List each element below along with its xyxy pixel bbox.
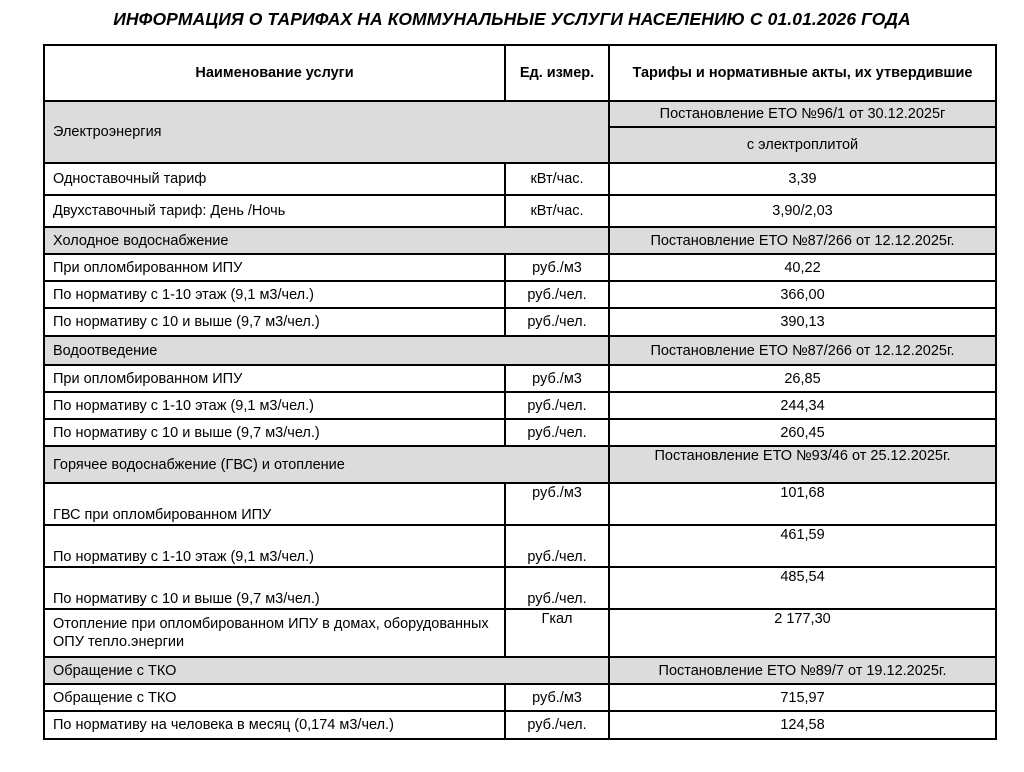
row-unit: руб./чел. — [505, 281, 609, 308]
row-name: Обращение с ТКО — [44, 684, 505, 711]
table-header-row — [44, 45, 996, 101]
row-name: ГВС при опломбированном ИПУ — [44, 483, 505, 525]
row-unit: руб./м3 — [505, 365, 609, 392]
row-unit: руб./чел. — [505, 308, 609, 336]
section-electricity — [44, 101, 996, 127]
header-service: Наименование услуги — [44, 45, 505, 101]
row-name: Одноставочный тариф — [44, 163, 505, 195]
row-value: 366,00 — [609, 281, 996, 308]
row-name: По нормативу с 1-10 этаж (9,1 м3/чел.) — [44, 525, 505, 567]
row-value: 461,59 — [609, 525, 996, 567]
row-unit: руб./чел. — [505, 419, 609, 446]
row-unit: кВт/час. — [505, 163, 609, 195]
row-name: По нормативу с 1-10 этаж (9,1 м3/чел.) — [44, 392, 505, 419]
row-value: 244,34 — [609, 392, 996, 419]
row-value: 260,45 — [609, 419, 996, 446]
section-name: Обращение с ТКО — [44, 657, 609, 684]
row-name: При опломбированном ИПУ — [44, 254, 505, 281]
row-unit: руб./чел. — [505, 392, 609, 419]
section-act: Постановление ЕТО №93/46 от 25.12.2025г. — [609, 446, 996, 483]
row-name: Отопление при опломбированном ИПУ в домах, оборудованных ОПУ тепло.энергии — [44, 609, 505, 657]
row-name: По нормативу с 1-10 этаж (9,1 м3/чел.) — [44, 281, 505, 308]
row-value: 101,68 — [609, 483, 996, 525]
row-unit: руб./м3 — [505, 254, 609, 281]
row-name: При опломбированном ИПУ — [44, 365, 505, 392]
section-waste — [44, 657, 996, 684]
row-unit: руб./чел. — [505, 711, 609, 739]
row-value: 3,90/2,03 — [609, 195, 996, 227]
section-sewage — [44, 336, 996, 365]
table-row — [44, 567, 996, 609]
row-name: По нормативу с 10 и выше (9,7 м3/чел.) — [44, 308, 505, 336]
row-value: 3,39 — [609, 163, 996, 195]
row-name: По нормативу с 10 и выше (9,7 м3/чел.) — [44, 567, 505, 609]
section-act: Постановление ЕТО №89/7 от 19.12.2025г. — [609, 657, 996, 684]
header-unit: Ед. измер. — [505, 45, 609, 101]
row-value: 2 177,30 — [609, 609, 996, 657]
section-hot-water — [44, 446, 996, 483]
section-act: Постановление ЕТО №87/266 от 12.12.2025г. — [609, 227, 996, 254]
table-row — [44, 525, 996, 567]
table-row — [44, 392, 996, 419]
row-value: 40,22 — [609, 254, 996, 281]
table-row — [44, 609, 996, 657]
table-row — [44, 684, 996, 711]
page-title: ИНФОРМАЦИЯ О ТАРИФАХ НА КОММУНАЛЬНЫЕ УСЛУГИ НАСЕЛЕНИЮ С 01.01.2026 ГОДА — [113, 9, 911, 29]
row-unit: Гкал — [505, 609, 609, 657]
section-act: Постановление ЕТО №96/1 от 30.12.2025г — [609, 101, 996, 127]
row-unit: руб./м3 — [505, 483, 609, 525]
row-name: По нормативу с 10 и выше (9,7 м3/чел.) — [44, 419, 505, 446]
row-value: 715,97 — [609, 684, 996, 711]
section-subheader: с электроплитой — [609, 127, 996, 163]
section-act: Постановление ЕТО №87/266 от 12.12.2025г. — [609, 336, 996, 365]
table-row — [44, 281, 996, 308]
section-name: Горячее водоснабжение (ГВС) и отопление — [44, 446, 609, 483]
table-row — [44, 308, 996, 336]
section-name: Электроэнергия — [44, 101, 609, 163]
row-value: 124,58 — [609, 711, 996, 739]
row-value: 485,54 — [609, 567, 996, 609]
section-cold-water — [44, 227, 996, 254]
header-tariff: Тарифы и нормативные акты, их утвердившие — [609, 45, 996, 101]
row-unit: кВт/час. — [505, 195, 609, 227]
table-row — [44, 419, 996, 446]
table-row — [44, 195, 996, 227]
row-unit: руб./чел. — [505, 525, 609, 567]
table-row — [44, 163, 996, 195]
row-name: По нормативу на человека в месяц (0,174 м3/чел.) — [44, 711, 505, 739]
section-name: Холодное водоснабжение — [44, 227, 609, 254]
row-unit: руб./м3 — [505, 684, 609, 711]
table-row — [44, 254, 996, 281]
table-row — [44, 365, 996, 392]
row-value: 390,13 — [609, 308, 996, 336]
row-name: Двухставочный тариф: День /Ночь — [44, 195, 505, 227]
section-name: Водоотведение — [44, 336, 609, 365]
table-row — [44, 711, 996, 739]
row-value: 26,85 — [609, 365, 996, 392]
table-row — [44, 483, 996, 525]
row-unit: руб./чел. — [505, 567, 609, 609]
tariff-table — [43, 44, 997, 740]
